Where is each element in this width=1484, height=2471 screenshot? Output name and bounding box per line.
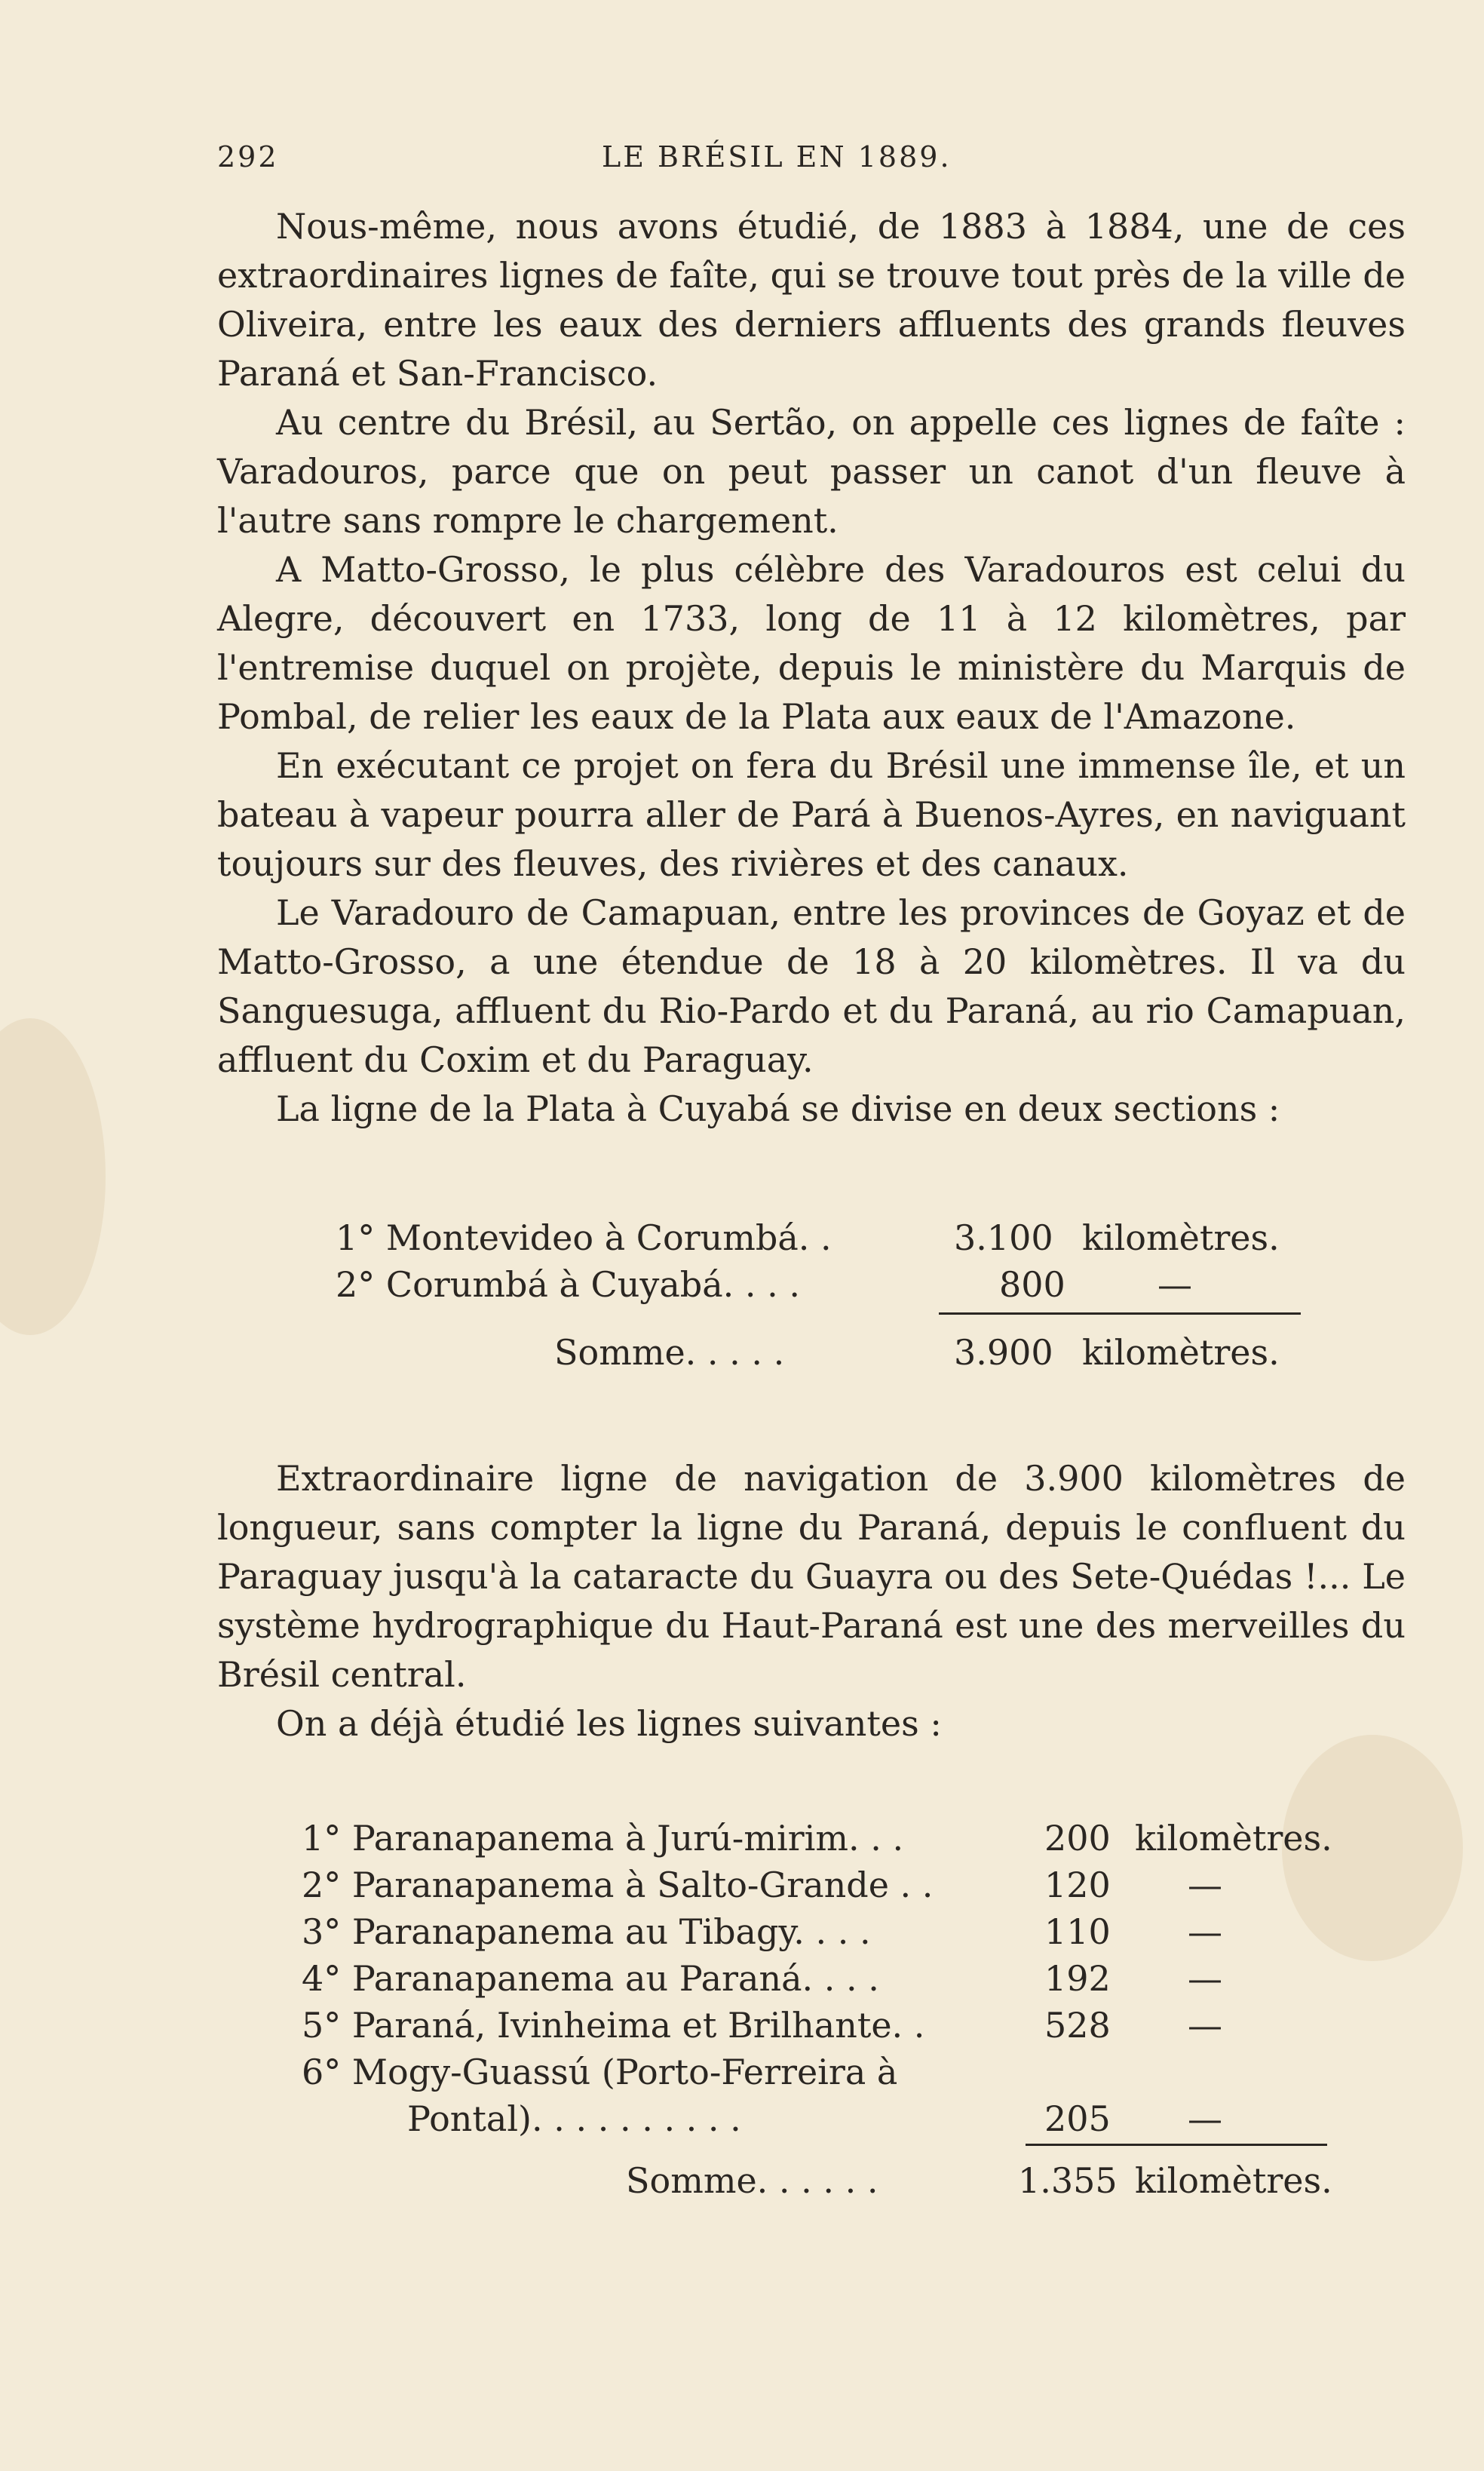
row-unit: kilomètres. <box>1135 1818 1332 1859</box>
body-text-top <box>217 202 1406 1134</box>
table-row <box>302 1955 1357 2002</box>
table-row <box>336 1261 1316 1308</box>
table-row <box>302 1908 1357 1955</box>
distance-table-2 <box>302 1815 1357 2204</box>
row-value: 205 <box>1044 2098 1111 2139</box>
sum-rule <box>939 1312 1301 1315</box>
total-value: 3.900 <box>954 1332 1053 1373</box>
running-title: LE BRÉSIL EN 1889. <box>602 140 952 173</box>
total-label: Somme. . . . . . <box>626 2160 878 2201</box>
table-row <box>302 2049 1357 2095</box>
total-unit: kilomètres. <box>1082 1332 1280 1373</box>
row-value: 110 <box>1044 1911 1111 1952</box>
row-label: Pontal). . . . . . . . . . <box>407 2098 741 2139</box>
paragraph: Extraordinaire ligne de navigation de 3.900 kilomètres de longueur, sans compter la ligne du Paraná, depuis le confluent du Paraguay jusqu'à la cataracte du Guayra ou des Sete-Quédas !... Le système hydrographique du Haut-Paraná est une des merveilles du Brésil central. <box>217 1458 1406 1695</box>
distance-table-1 <box>336 1214 1316 1376</box>
total-value: 1.355 <box>1018 2160 1118 2201</box>
table-row <box>302 1862 1357 1908</box>
row-unit: — <box>1188 1865 1222 1905</box>
paragraph: Le Varadouro de Camapuan, entre les provinces de Goyaz et de Matto-Grosso, a une étendue de 18 à 20 kilomètres. Il va du Sanguesuga, affluent du Rio-Pardo et du Paraná, au rio Camapuan, affluent du Coxim et du Paraguay. <box>217 892 1406 1080</box>
row-unit: — <box>1157 1264 1192 1305</box>
row-label: 1° Montevideo à Corumbá. . <box>336 1217 832 1258</box>
paragraph: On a déjà étudié les lignes suivantes : <box>276 1703 942 1744</box>
row-value: 192 <box>1044 1958 1111 1999</box>
paragraph: Nous-même, nous avons étudié, de 1883 à 1884, une de ces extraordinaires lignes de faîte, qui se trouve tout près de la ville de Oliveira, entre les eaux des derniers affluents des grands fleuves Paraná et San-Francisco. <box>217 206 1406 394</box>
row-value: 120 <box>1044 1865 1111 1905</box>
paragraph: La ligne de la Plata à Cuyabá se divise en deux sections : <box>276 1088 1280 1129</box>
table-row <box>302 2002 1357 2049</box>
row-unit: — <box>1188 2098 1222 2139</box>
paragraph: En exécutant ce projet on fera du Brésil une immense île, et un bateau à vapeur pourra aller de Pará à Buenos-Ayres, en naviguant toujours sur des fleuves, des rivières et des canaux. <box>217 745 1406 884</box>
total-unit: kilomètres. <box>1135 2160 1332 2201</box>
row-label: 4° Paranapanema au Paraná. . . . <box>302 1958 879 1999</box>
row-unit: — <box>1188 1958 1222 1999</box>
row-value: 3.100 <box>954 1217 1053 1258</box>
paragraph: Au centre du Brésil, au Sertão, on appelle ces lignes de faîte : Varadouros, parce que on peut passer un canot d'un fleuve à l'autre sans rompre le chargement. <box>217 402 1406 541</box>
row-unit: — <box>1188 2005 1222 2046</box>
row-label: 3° Paranapanema au Tibagy. . . . <box>302 1911 871 1952</box>
row-value: 200 <box>1044 1818 1111 1859</box>
body-text-middle <box>217 1454 1406 1748</box>
row-unit: — <box>1188 1911 1222 1952</box>
sum-rule <box>1026 2144 1327 2146</box>
row-label: 1° Paranapanema à Jurú-mirim. . . <box>302 1818 904 1859</box>
row-value: 528 <box>1044 2005 1111 2046</box>
page-number: 292 <box>217 140 279 173</box>
table-row <box>302 2095 1357 2142</box>
table-total-row <box>302 2157 1357 2204</box>
table-row <box>302 1815 1357 1862</box>
table-row <box>336 1214 1316 1261</box>
row-label: 5° Paraná, Ivinheima et Brilhante. . <box>302 2005 925 2046</box>
row-label: 2° Corumbá à Cuyabá. . . . <box>336 1264 801 1305</box>
row-label: 6° Mogy-Guassú (Porto-Ferreira à <box>302 2052 898 2092</box>
row-label: 2° Paranapanema à Salto-Grande . . <box>302 1865 934 1905</box>
paragraph: A Matto-Grosso, le plus célèbre des Varadouros est celui du Alegre, découvert en 1733, long de 11 à 12 kilomètres, par l'entremise duquel on projète, depuis le ministère du Marquis de Pombal, de relier les eaux de la Plata aux eaux de l'Amazone. <box>217 549 1406 737</box>
row-unit: kilomètres. <box>1082 1217 1280 1258</box>
row-value: 800 <box>999 1264 1065 1305</box>
total-label: Somme. . . . . <box>554 1332 785 1373</box>
table-total-row <box>336 1329 1316 1376</box>
